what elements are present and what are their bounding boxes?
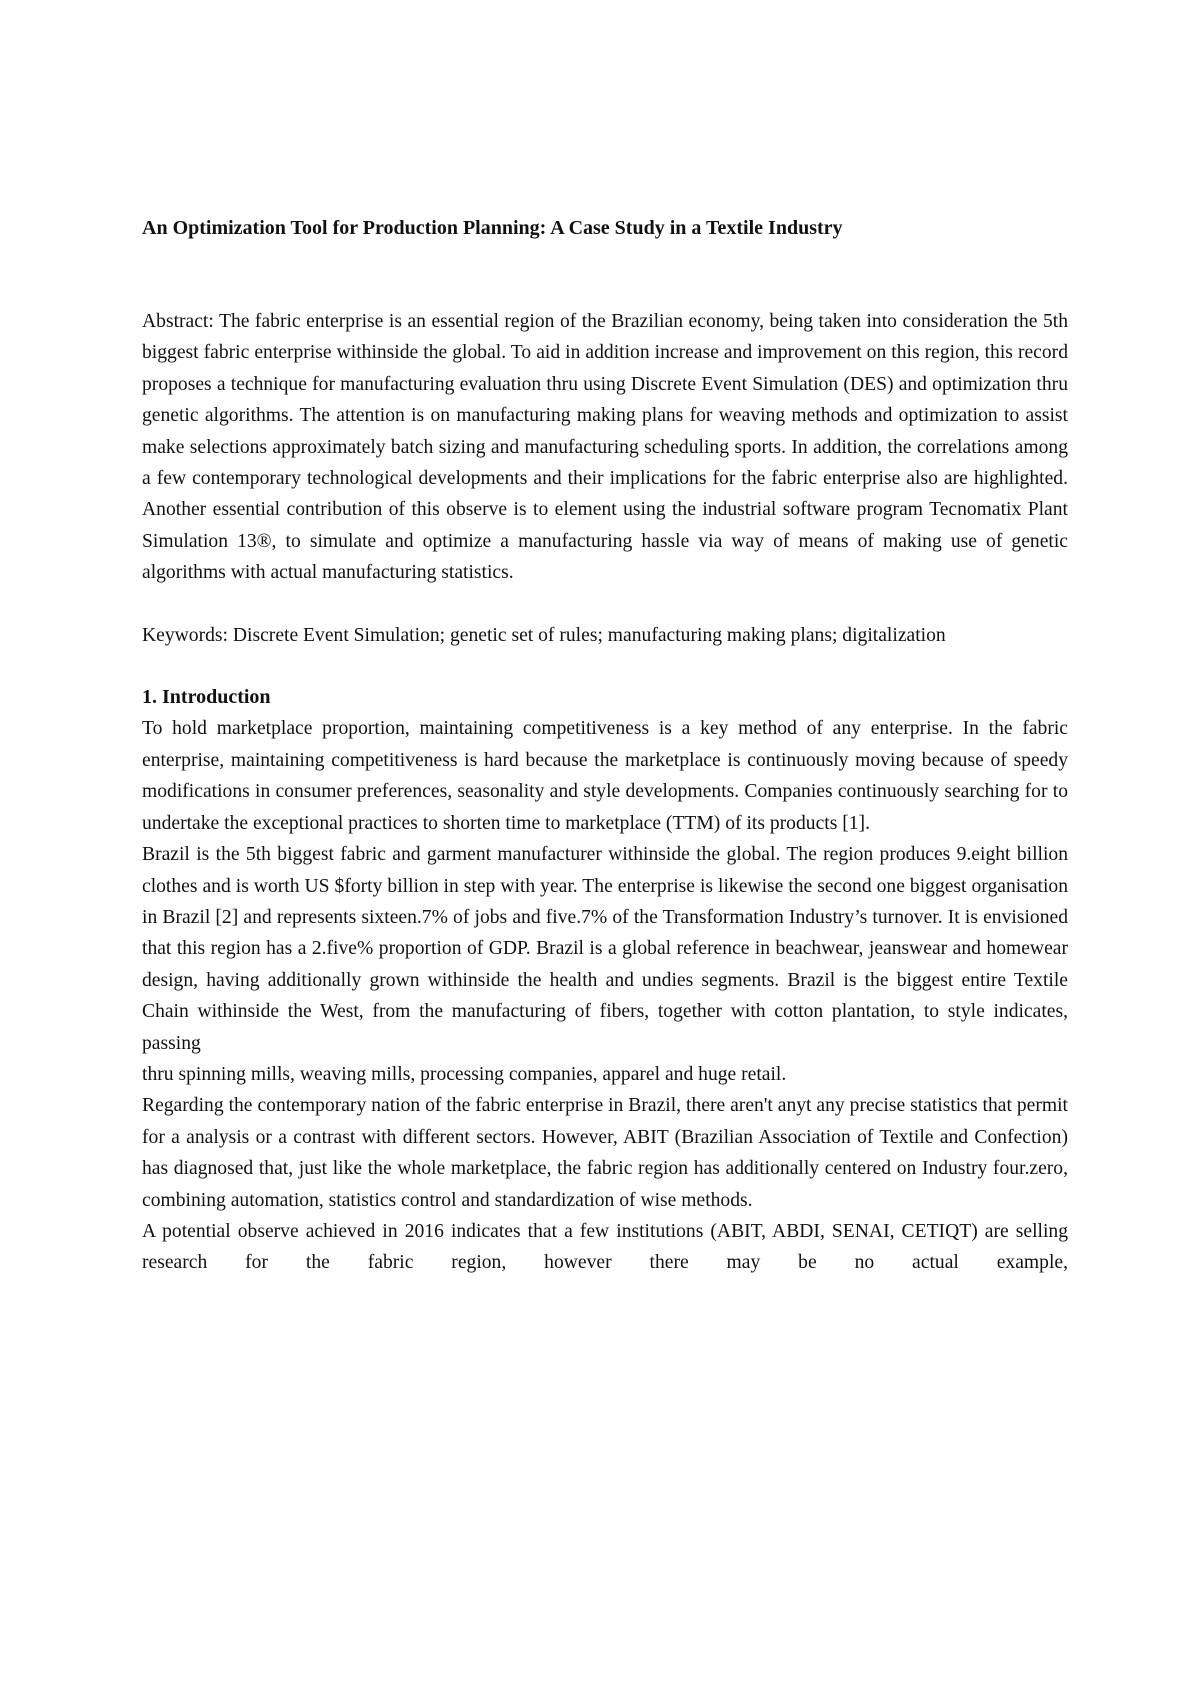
intro-paragraph-1: To hold marketplace proportion, maintaining competitiveness is a key method of any enterprise. In the fabric enterprise, maintaining competitiveness is hard because the marketplace is continuously moving because of speedy modifications in consumer preferences, seasonality and style developments. Companies continuously searching for to undertake the exceptional practices to shorten time to marketplace (TTM) of its products [1]. (142, 718, 1068, 834)
intro-paragraph-3: thru spinning mills, weaving mills, processing companies, apparel and huge retail. (142, 1063, 787, 1085)
keywords-paragraph: Keywords: Discrete Event Simulation; genetic set of rules; manufacturing making plans; digitalization (142, 624, 946, 646)
intro-paragraph-2: Brazil is the 5th biggest fabric and garment manufacturer withinside the global. The region produces 9.eight billion clothes and is worth US $forty billion in step with year. The enterprise is likewise the second one biggest organisation in Brazil [2] and represents sixteen.7% of jobs and five.7% of the Transformation Industry’s turnover. It is envisioned that this region has a 2.five% proportion of GDP. Brazil is a global reference in beachwear, jeanswear and homewear design, having additionally grown withinside the health and undies segments. Brazil is the biggest entire Textile Chain withinside the West, from the manufacturing of fibers, together with cotton plantation, to style indicates, passing (142, 844, 1068, 1054)
intro-paragraph-4: Regarding the contemporary nation of the fabric enterprise in Brazil, there aren't anyt any precise statistics that permit for a analysis or a contrast with different sectors. However, ABIT (Brazilian Association of Textile and Confection) has diagnosed that, just like the whole marketplace, the fabric region has additionally centered on Industry four.zero, combining automation, statistics control and standardization of wise methods. (142, 1095, 1068, 1211)
document-title: An Optimization Tool for Production Planning: A Case Study in a Textile Industry (142, 217, 843, 239)
document-page (142, 212, 1068, 1279)
section-heading-introduction: 1. Introduction (142, 686, 271, 709)
abstract-paragraph: Abstract: The fabric enterprise is an essential region of the Brazilian economy, being taken into consideration the 5th biggest fabric enterprise withinside the global. To aid in addition increase and improvement on this region, this record proposes a technique for manufacturing evaluation thru using Discrete Event Simulation (DES) and optimization thru genetic algorithms. The attention is on manufacturing making plans for weaving methods and optimization to assist make selections approximately batch sizing and manufacturing scheduling sports. In addition, the correlations among a few contemporary technological developments and their implications for the fabric enterprise also are highlighted. Another essential contribution of this observe is to element using the industrial software program Tecnomatix Plant Simulation 13®, to simulate and optimize a manufacturing hassle via way of means of making use of genetic algorithms with actual manufacturing statistics. (142, 311, 1068, 584)
intro-paragraph-5: A potential observe achieved in 2016 indicates that a few institutions (ABIT, ABDI, SENAI, CETIQT) are selling research for the fabric region, however there may be no actual example, (142, 1220, 1068, 1274)
